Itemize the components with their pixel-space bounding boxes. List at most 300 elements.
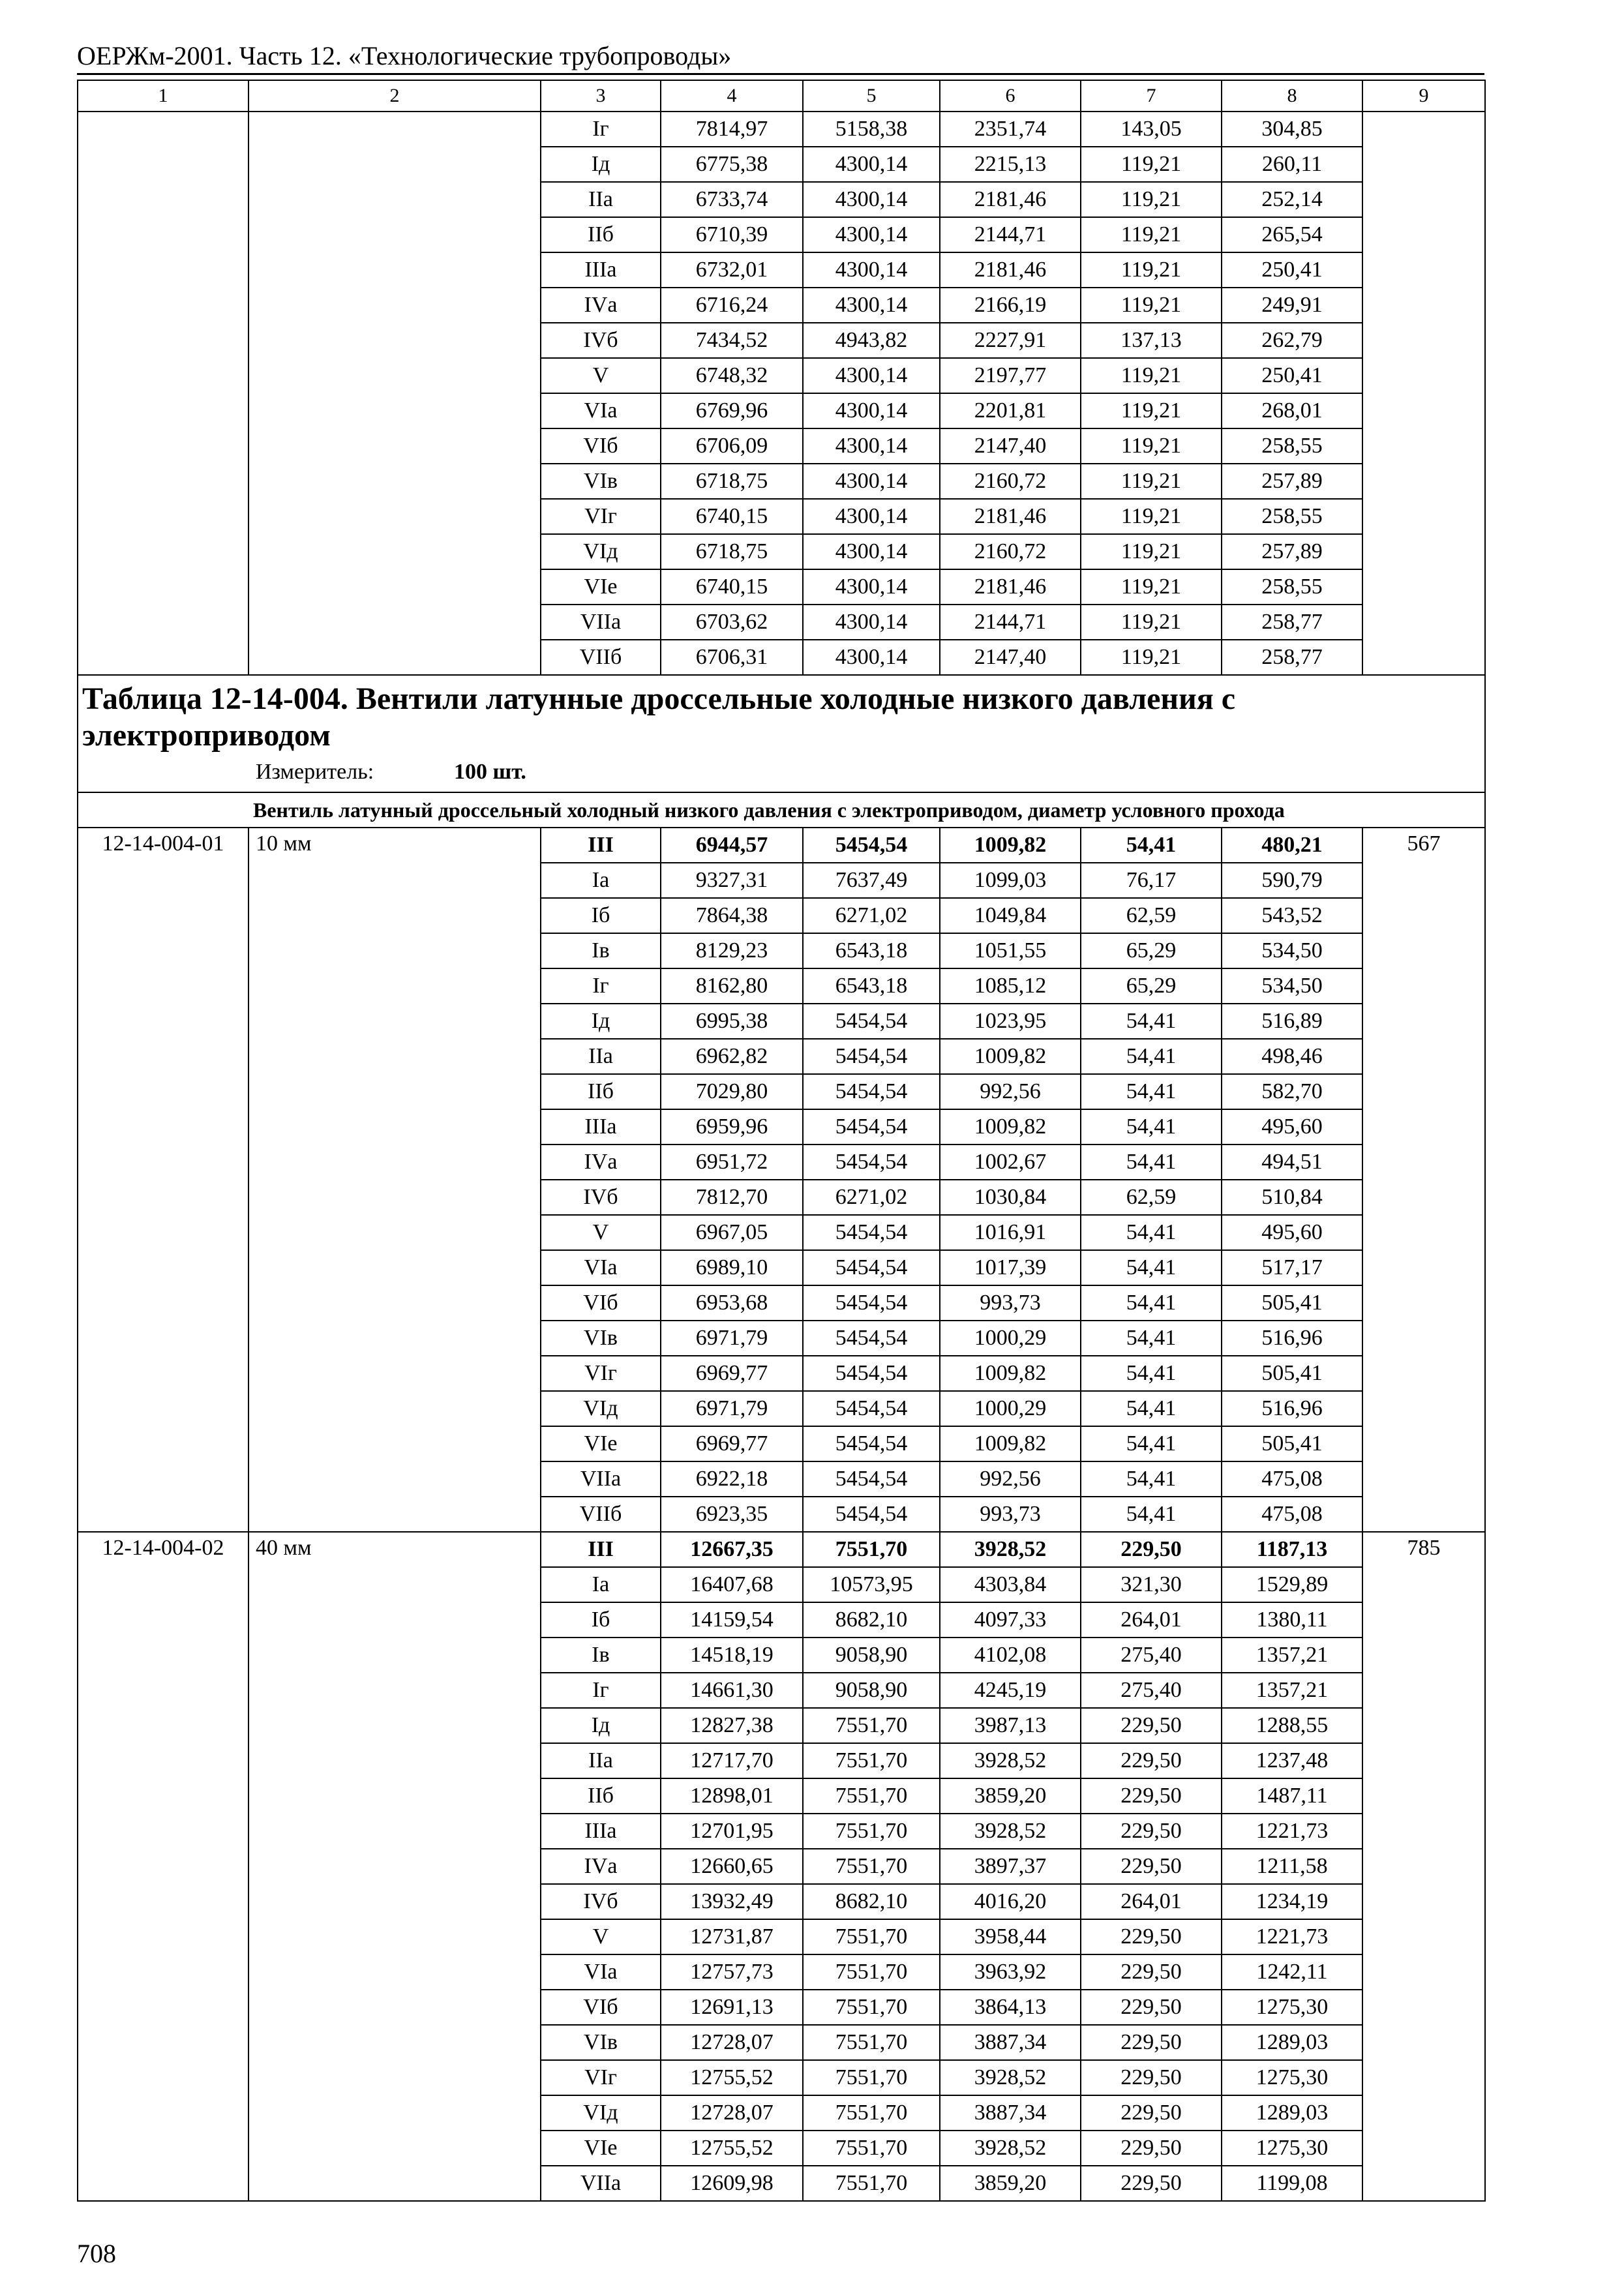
value-cell: 7551,70 bbox=[803, 2131, 940, 2166]
value-cell: 3887,34 bbox=[940, 2095, 1081, 2131]
value-cell: 14661,30 bbox=[661, 1673, 803, 1708]
value-cell: 7551,70 bbox=[803, 2025, 940, 2060]
value-cell: 6967,05 bbox=[661, 1215, 803, 1250]
value-cell: 5454,54 bbox=[803, 1461, 940, 1497]
value-cell: 54,41 bbox=[1081, 1391, 1222, 1426]
value-cell: 4300,14 bbox=[803, 640, 940, 675]
col9-cell bbox=[1362, 112, 1485, 675]
region-cell: IIб bbox=[541, 1778, 661, 1814]
value-cell: 3928,52 bbox=[940, 1743, 1081, 1778]
value-cell: 1288,55 bbox=[1222, 1708, 1362, 1743]
value-cell: 229,50 bbox=[1081, 1990, 1222, 2025]
value-cell: 2147,40 bbox=[940, 640, 1081, 675]
value-cell: 6271,02 bbox=[803, 898, 940, 933]
value-cell: 119,21 bbox=[1081, 640, 1222, 675]
value-cell: 7551,70 bbox=[803, 1708, 940, 1743]
item-code: 12-14-004-01 bbox=[78, 828, 248, 1532]
value-cell: 1357,21 bbox=[1222, 1638, 1362, 1673]
value-cell: 1275,30 bbox=[1222, 2060, 1362, 2095]
value-cell: 54,41 bbox=[1081, 1250, 1222, 1285]
value-cell: 258,55 bbox=[1222, 428, 1362, 464]
value-cell: 260,11 bbox=[1222, 147, 1362, 182]
value-cell: 1357,21 bbox=[1222, 1673, 1362, 1708]
value-cell: 1085,12 bbox=[940, 968, 1081, 1004]
value-cell: 13932,49 bbox=[661, 1884, 803, 1919]
value-cell: 229,50 bbox=[1081, 1814, 1222, 1849]
value-cell: 9327,31 bbox=[661, 863, 803, 898]
value-cell: 6769,96 bbox=[661, 393, 803, 428]
value-cell: 1187,13 bbox=[1222, 1532, 1362, 1567]
value-cell: 257,89 bbox=[1222, 534, 1362, 569]
value-cell: 321,30 bbox=[1081, 1567, 1222, 1602]
value-cell: 6962,82 bbox=[661, 1039, 803, 1074]
value-cell: 264,01 bbox=[1081, 1602, 1222, 1638]
value-cell: 54,41 bbox=[1081, 1285, 1222, 1321]
value-cell: 258,77 bbox=[1222, 605, 1362, 640]
value-cell: 3928,52 bbox=[940, 1814, 1081, 1849]
value-cell: 1009,82 bbox=[940, 1356, 1081, 1391]
value-cell: 119,21 bbox=[1081, 464, 1222, 499]
value-cell: 1023,95 bbox=[940, 1004, 1081, 1039]
value-cell: 229,50 bbox=[1081, 1849, 1222, 1884]
value-cell: 5454,54 bbox=[803, 1215, 940, 1250]
region-cell: IVб bbox=[541, 1884, 661, 1919]
value-cell: 65,29 bbox=[1081, 968, 1222, 1004]
value-cell: 2181,46 bbox=[940, 569, 1081, 605]
region-cell: III bbox=[541, 1532, 661, 1567]
value-cell: 1000,29 bbox=[940, 1321, 1081, 1356]
value-cell: 6989,10 bbox=[661, 1250, 803, 1285]
value-cell: 5454,54 bbox=[803, 828, 940, 863]
value-cell: 275,40 bbox=[1081, 1673, 1222, 1708]
region-cell: VIг bbox=[541, 499, 661, 534]
value-cell: 2201,81 bbox=[940, 393, 1081, 428]
value-cell: 2181,46 bbox=[940, 252, 1081, 288]
value-cell: 6995,38 bbox=[661, 1004, 803, 1039]
value-cell: 582,70 bbox=[1222, 1074, 1362, 1109]
region-cell: VIб bbox=[541, 1285, 661, 1321]
value-cell: 4245,19 bbox=[940, 1673, 1081, 1708]
value-cell: 2147,40 bbox=[940, 428, 1081, 464]
value-cell: 119,21 bbox=[1081, 393, 1222, 428]
value-cell: 495,60 bbox=[1222, 1109, 1362, 1144]
value-cell: 7551,70 bbox=[803, 1743, 940, 1778]
value-cell: 1237,48 bbox=[1222, 1743, 1362, 1778]
value-cell: 7434,52 bbox=[661, 323, 803, 358]
value-cell: 516,96 bbox=[1222, 1321, 1362, 1356]
value-cell: 229,50 bbox=[1081, 1743, 1222, 1778]
col9-cell: 785 bbox=[1362, 1532, 1485, 2201]
value-cell: 494,51 bbox=[1222, 1144, 1362, 1180]
value-cell: 7551,70 bbox=[803, 1849, 940, 1884]
region-cell: VIг bbox=[541, 1356, 661, 1391]
value-cell: 12667,35 bbox=[661, 1532, 803, 1567]
value-cell: 4300,14 bbox=[803, 252, 940, 288]
column-number-row bbox=[78, 80, 1485, 112]
value-cell: 1009,82 bbox=[940, 828, 1081, 863]
value-cell: 1221,73 bbox=[1222, 1814, 1362, 1849]
value-cell: 2160,72 bbox=[940, 534, 1081, 569]
value-cell: 229,50 bbox=[1081, 2166, 1222, 2201]
value-cell: 2144,71 bbox=[940, 217, 1081, 252]
value-cell: 4300,14 bbox=[803, 534, 940, 569]
value-cell: 7551,70 bbox=[803, 1990, 940, 2025]
col9-cell: 567 bbox=[1362, 828, 1485, 1532]
value-cell: 992,56 bbox=[940, 1074, 1081, 1109]
value-cell: 4943,82 bbox=[803, 323, 940, 358]
value-cell: 119,21 bbox=[1081, 499, 1222, 534]
value-cell: 1030,84 bbox=[940, 1180, 1081, 1215]
value-cell: 9058,90 bbox=[803, 1638, 940, 1673]
item-code: 12-14-004-02 bbox=[78, 1532, 248, 2201]
region-cell: IIIа bbox=[541, 1814, 661, 1849]
value-cell: 1529,89 bbox=[1222, 1567, 1362, 1602]
region-cell: IIб bbox=[541, 217, 661, 252]
region-cell: Iб bbox=[541, 1602, 661, 1638]
value-cell: 137,13 bbox=[1081, 323, 1222, 358]
value-cell: 119,21 bbox=[1081, 605, 1222, 640]
value-cell: 4300,14 bbox=[803, 464, 940, 499]
region-cell: IIIа bbox=[541, 1109, 661, 1144]
value-cell: 12609,98 bbox=[661, 2166, 803, 2201]
value-cell: 5454,54 bbox=[803, 1426, 940, 1461]
value-cell: 4300,14 bbox=[803, 393, 940, 428]
value-cell: 1275,30 bbox=[1222, 2131, 1362, 2166]
value-cell: 1009,82 bbox=[940, 1426, 1081, 1461]
value-cell: 229,50 bbox=[1081, 1778, 1222, 1814]
price-table bbox=[77, 80, 1486, 2202]
value-cell: 250,41 bbox=[1222, 358, 1362, 393]
region-cell: Iг bbox=[541, 1673, 661, 1708]
value-cell: 275,40 bbox=[1081, 1638, 1222, 1673]
value-cell: 250,41 bbox=[1222, 252, 1362, 288]
value-cell: 119,21 bbox=[1081, 534, 1222, 569]
value-cell: 1221,73 bbox=[1222, 1919, 1362, 1954]
region-cell: VIIб bbox=[541, 640, 661, 675]
value-cell: 6951,72 bbox=[661, 1144, 803, 1180]
value-cell: 4102,08 bbox=[940, 1638, 1081, 1673]
column-number: 4 bbox=[661, 80, 803, 112]
value-cell: 1009,82 bbox=[940, 1109, 1081, 1144]
value-cell: 54,41 bbox=[1081, 1074, 1222, 1109]
value-cell: 8162,80 bbox=[661, 968, 803, 1004]
column-number: 9 bbox=[1362, 80, 1485, 112]
value-cell: 4097,33 bbox=[940, 1602, 1081, 1638]
value-cell: 7551,70 bbox=[803, 1532, 940, 1567]
value-cell: 6971,79 bbox=[661, 1321, 803, 1356]
value-cell: 4300,14 bbox=[803, 147, 940, 182]
value-cell: 480,21 bbox=[1222, 828, 1362, 863]
value-cell: 5454,54 bbox=[803, 1039, 940, 1074]
region-cell: IIб bbox=[541, 1074, 661, 1109]
value-cell: 510,84 bbox=[1222, 1180, 1362, 1215]
value-cell: 12717,70 bbox=[661, 1743, 803, 1778]
value-cell: 5454,54 bbox=[803, 1004, 940, 1039]
value-cell: 6923,35 bbox=[661, 1497, 803, 1532]
column-number: 1 bbox=[78, 80, 248, 112]
item-name: 10 мм bbox=[248, 828, 541, 1532]
value-cell: 7029,80 bbox=[661, 1074, 803, 1109]
value-cell: 7864,38 bbox=[661, 898, 803, 933]
item-name: 40 мм bbox=[248, 1532, 541, 2201]
value-cell: 7812,70 bbox=[661, 1180, 803, 1215]
region-cell: Iа bbox=[541, 863, 661, 898]
value-cell: 6775,38 bbox=[661, 147, 803, 182]
value-cell: 1002,67 bbox=[940, 1144, 1081, 1180]
value-cell: 992,56 bbox=[940, 1461, 1081, 1497]
value-cell: 3887,34 bbox=[940, 2025, 1081, 2060]
value-cell: 6703,62 bbox=[661, 605, 803, 640]
value-cell: 1017,39 bbox=[940, 1250, 1081, 1285]
value-cell: 5454,54 bbox=[803, 1074, 940, 1109]
region-cell: VIв bbox=[541, 1321, 661, 1356]
region-cell: IVа bbox=[541, 288, 661, 323]
value-cell: 6922,18 bbox=[661, 1461, 803, 1497]
value-cell: 229,50 bbox=[1081, 1708, 1222, 1743]
region-cell: VIе bbox=[541, 569, 661, 605]
value-cell: 517,17 bbox=[1222, 1250, 1362, 1285]
value-cell: 119,21 bbox=[1081, 288, 1222, 323]
value-cell: 14518,19 bbox=[661, 1638, 803, 1673]
value-cell: 229,50 bbox=[1081, 1954, 1222, 1990]
value-cell: 16407,68 bbox=[661, 1567, 803, 1602]
region-cell: Iг bbox=[541, 112, 661, 147]
value-cell: 12757,73 bbox=[661, 1954, 803, 1990]
value-cell: 4300,14 bbox=[803, 182, 940, 217]
region-cell: VIе bbox=[541, 2131, 661, 2166]
value-cell: 6969,77 bbox=[661, 1426, 803, 1461]
table-row bbox=[78, 1532, 1485, 1567]
value-cell: 5454,54 bbox=[803, 1321, 940, 1356]
table-title: Таблица 12-14-004. Вентили латунные дроссельные холодные низкого давления с электроприводом bbox=[82, 681, 1236, 753]
region-cell: Iа bbox=[541, 1567, 661, 1602]
region-cell: III bbox=[541, 828, 661, 863]
value-cell: 495,60 bbox=[1222, 1215, 1362, 1250]
column-number: 8 bbox=[1222, 80, 1362, 112]
value-cell: 6543,18 bbox=[803, 968, 940, 1004]
table-row bbox=[78, 112, 1485, 147]
meter-row bbox=[82, 756, 1481, 788]
region-cell: VIб bbox=[541, 428, 661, 464]
value-cell: 229,50 bbox=[1081, 1919, 1222, 1954]
value-cell: 258,77 bbox=[1222, 640, 1362, 675]
value-cell: 505,41 bbox=[1222, 1285, 1362, 1321]
value-cell: 1009,82 bbox=[940, 1039, 1081, 1074]
value-cell: 4300,14 bbox=[803, 358, 940, 393]
page-header-title: ОЕРЖм-2001. Часть 12. «Технологические трубопроводы» bbox=[77, 41, 732, 70]
value-cell: 3928,52 bbox=[940, 1532, 1081, 1567]
value-cell: 2181,46 bbox=[940, 182, 1081, 217]
region-cell: Iг bbox=[541, 968, 661, 1004]
value-cell: 6718,75 bbox=[661, 464, 803, 499]
value-cell: 229,50 bbox=[1081, 2095, 1222, 2131]
section-title-row bbox=[78, 675, 1485, 792]
value-cell: 498,46 bbox=[1222, 1039, 1362, 1074]
value-cell: 1487,11 bbox=[1222, 1778, 1362, 1814]
value-cell: 7551,70 bbox=[803, 2095, 940, 2131]
value-cell: 3864,13 bbox=[940, 1990, 1081, 2025]
value-cell: 8682,10 bbox=[803, 1602, 940, 1638]
value-cell: 54,41 bbox=[1081, 1039, 1222, 1074]
value-cell: 4300,14 bbox=[803, 569, 940, 605]
value-cell: 54,41 bbox=[1081, 1215, 1222, 1250]
value-cell: 2197,77 bbox=[940, 358, 1081, 393]
value-cell: 3958,44 bbox=[940, 1919, 1081, 1954]
value-cell: 62,59 bbox=[1081, 898, 1222, 933]
region-cell: VIIа bbox=[541, 2166, 661, 2201]
value-cell: 1289,03 bbox=[1222, 2025, 1362, 2060]
section-title-cell bbox=[78, 675, 1485, 792]
value-cell: 993,73 bbox=[940, 1497, 1081, 1532]
value-cell: 12660,65 bbox=[661, 1849, 803, 1884]
value-cell: 229,50 bbox=[1081, 2131, 1222, 2166]
region-cell: V bbox=[541, 358, 661, 393]
value-cell: 5454,54 bbox=[803, 1144, 940, 1180]
value-cell: 8129,23 bbox=[661, 933, 803, 968]
value-cell: 7551,70 bbox=[803, 2166, 940, 2201]
value-cell: 6706,31 bbox=[661, 640, 803, 675]
value-cell: 6944,57 bbox=[661, 828, 803, 863]
value-cell: 6716,24 bbox=[661, 288, 803, 323]
value-cell: 1380,11 bbox=[1222, 1602, 1362, 1638]
value-cell: 993,73 bbox=[940, 1285, 1081, 1321]
region-cell: VIе bbox=[541, 1426, 661, 1461]
value-cell: 8682,10 bbox=[803, 1884, 940, 1919]
value-cell: 475,08 bbox=[1222, 1497, 1362, 1532]
value-cell: 1211,58 bbox=[1222, 1849, 1362, 1884]
value-cell: 12701,95 bbox=[661, 1814, 803, 1849]
value-cell: 12728,07 bbox=[661, 2095, 803, 2131]
value-cell: 76,17 bbox=[1081, 863, 1222, 898]
value-cell: 516,96 bbox=[1222, 1391, 1362, 1426]
region-cell: VIб bbox=[541, 1990, 661, 2025]
value-cell: 4300,14 bbox=[803, 217, 940, 252]
region-cell: VIа bbox=[541, 393, 661, 428]
value-cell: 1275,30 bbox=[1222, 1990, 1362, 2025]
value-cell: 2144,71 bbox=[940, 605, 1081, 640]
value-cell: 119,21 bbox=[1081, 252, 1222, 288]
value-cell: 7551,70 bbox=[803, 1919, 940, 1954]
value-cell: 264,01 bbox=[1081, 1884, 1222, 1919]
value-cell: 6718,75 bbox=[661, 534, 803, 569]
value-cell: 54,41 bbox=[1081, 1426, 1222, 1461]
region-cell: Iв bbox=[541, 933, 661, 968]
value-cell: 1242,11 bbox=[1222, 1954, 1362, 1990]
value-cell: 6710,39 bbox=[661, 217, 803, 252]
value-cell: 54,41 bbox=[1081, 1109, 1222, 1144]
value-cell: 119,21 bbox=[1081, 569, 1222, 605]
region-cell: IVа bbox=[541, 1144, 661, 1180]
region-cell: VIг bbox=[541, 2060, 661, 2095]
value-cell: 3859,20 bbox=[940, 2166, 1081, 2201]
region-cell: Iд bbox=[541, 1708, 661, 1743]
region-cell: IVа bbox=[541, 1849, 661, 1884]
value-cell: 1099,03 bbox=[940, 863, 1081, 898]
meter-label: Измеритель: bbox=[256, 760, 374, 784]
value-cell: 54,41 bbox=[1081, 1497, 1222, 1532]
value-cell: 12728,07 bbox=[661, 2025, 803, 2060]
table-body bbox=[78, 80, 1485, 2201]
region-cell: VIIа bbox=[541, 605, 661, 640]
region-cell: V bbox=[541, 1215, 661, 1250]
value-cell: 4300,14 bbox=[803, 499, 940, 534]
value-cell: 5454,54 bbox=[803, 1356, 940, 1391]
value-cell: 258,55 bbox=[1222, 569, 1362, 605]
value-cell: 7551,70 bbox=[803, 1778, 940, 1814]
value-cell: 6748,32 bbox=[661, 358, 803, 393]
value-cell: 6543,18 bbox=[803, 933, 940, 968]
value-cell: 12898,01 bbox=[661, 1778, 803, 1814]
value-cell: 119,21 bbox=[1081, 217, 1222, 252]
region-cell: IIа bbox=[541, 1039, 661, 1074]
value-cell: 1051,55 bbox=[940, 933, 1081, 968]
value-cell: 5454,54 bbox=[803, 1391, 940, 1426]
table-row bbox=[78, 828, 1485, 863]
value-cell: 534,50 bbox=[1222, 968, 1362, 1004]
region-cell: VIа bbox=[541, 1954, 661, 1990]
region-cell: Iд bbox=[541, 147, 661, 182]
value-cell: 516,89 bbox=[1222, 1004, 1362, 1039]
value-cell: 1016,91 bbox=[940, 1215, 1081, 1250]
region-cell: Iб bbox=[541, 898, 661, 933]
meter-value: 100 шт. bbox=[454, 760, 526, 784]
value-cell: 2160,72 bbox=[940, 464, 1081, 499]
column-number: 7 bbox=[1081, 80, 1222, 112]
value-cell: 505,41 bbox=[1222, 1356, 1362, 1391]
value-cell: 3928,52 bbox=[940, 2131, 1081, 2166]
column-number: 5 bbox=[803, 80, 940, 112]
value-cell: 3859,20 bbox=[940, 1778, 1081, 1814]
value-cell: 252,14 bbox=[1222, 182, 1362, 217]
region-cell: Iд bbox=[541, 1004, 661, 1039]
value-cell: 9058,90 bbox=[803, 1673, 940, 1708]
value-cell: 54,41 bbox=[1081, 1356, 1222, 1391]
value-cell: 262,79 bbox=[1222, 323, 1362, 358]
value-cell: 475,08 bbox=[1222, 1461, 1362, 1497]
value-cell: 2227,91 bbox=[940, 323, 1081, 358]
value-cell: 6969,77 bbox=[661, 1356, 803, 1391]
value-cell: 5454,54 bbox=[803, 1497, 940, 1532]
value-cell: 7814,97 bbox=[661, 112, 803, 147]
region-cell: V bbox=[541, 1919, 661, 1954]
value-cell: 5158,38 bbox=[803, 112, 940, 147]
value-cell: 258,55 bbox=[1222, 499, 1362, 534]
region-cell: VIд bbox=[541, 1391, 661, 1426]
region-cell: VIд bbox=[541, 2095, 661, 2131]
value-cell: 4303,84 bbox=[940, 1567, 1081, 1602]
column-number: 6 bbox=[940, 80, 1081, 112]
value-cell: 12731,87 bbox=[661, 1919, 803, 1954]
region-cell: IIа bbox=[541, 182, 661, 217]
name-cell bbox=[248, 112, 541, 675]
value-cell: 12755,52 bbox=[661, 2060, 803, 2095]
value-cell: 119,21 bbox=[1081, 182, 1222, 217]
value-cell: 2215,13 bbox=[940, 147, 1081, 182]
value-cell: 6706,09 bbox=[661, 428, 803, 464]
value-cell: 1289,03 bbox=[1222, 2095, 1362, 2131]
value-cell: 4016,20 bbox=[940, 1884, 1081, 1919]
value-cell: 7551,70 bbox=[803, 1954, 940, 1990]
value-cell: 7637,49 bbox=[803, 863, 940, 898]
value-cell: 229,50 bbox=[1081, 2060, 1222, 2095]
value-cell: 5454,54 bbox=[803, 1285, 940, 1321]
value-cell: 2166,19 bbox=[940, 288, 1081, 323]
value-cell: 6971,79 bbox=[661, 1391, 803, 1426]
value-cell: 7551,70 bbox=[803, 1814, 940, 1849]
column-number: 2 bbox=[248, 80, 541, 112]
value-cell: 3963,92 bbox=[940, 1954, 1081, 1990]
region-cell: IIа bbox=[541, 1743, 661, 1778]
